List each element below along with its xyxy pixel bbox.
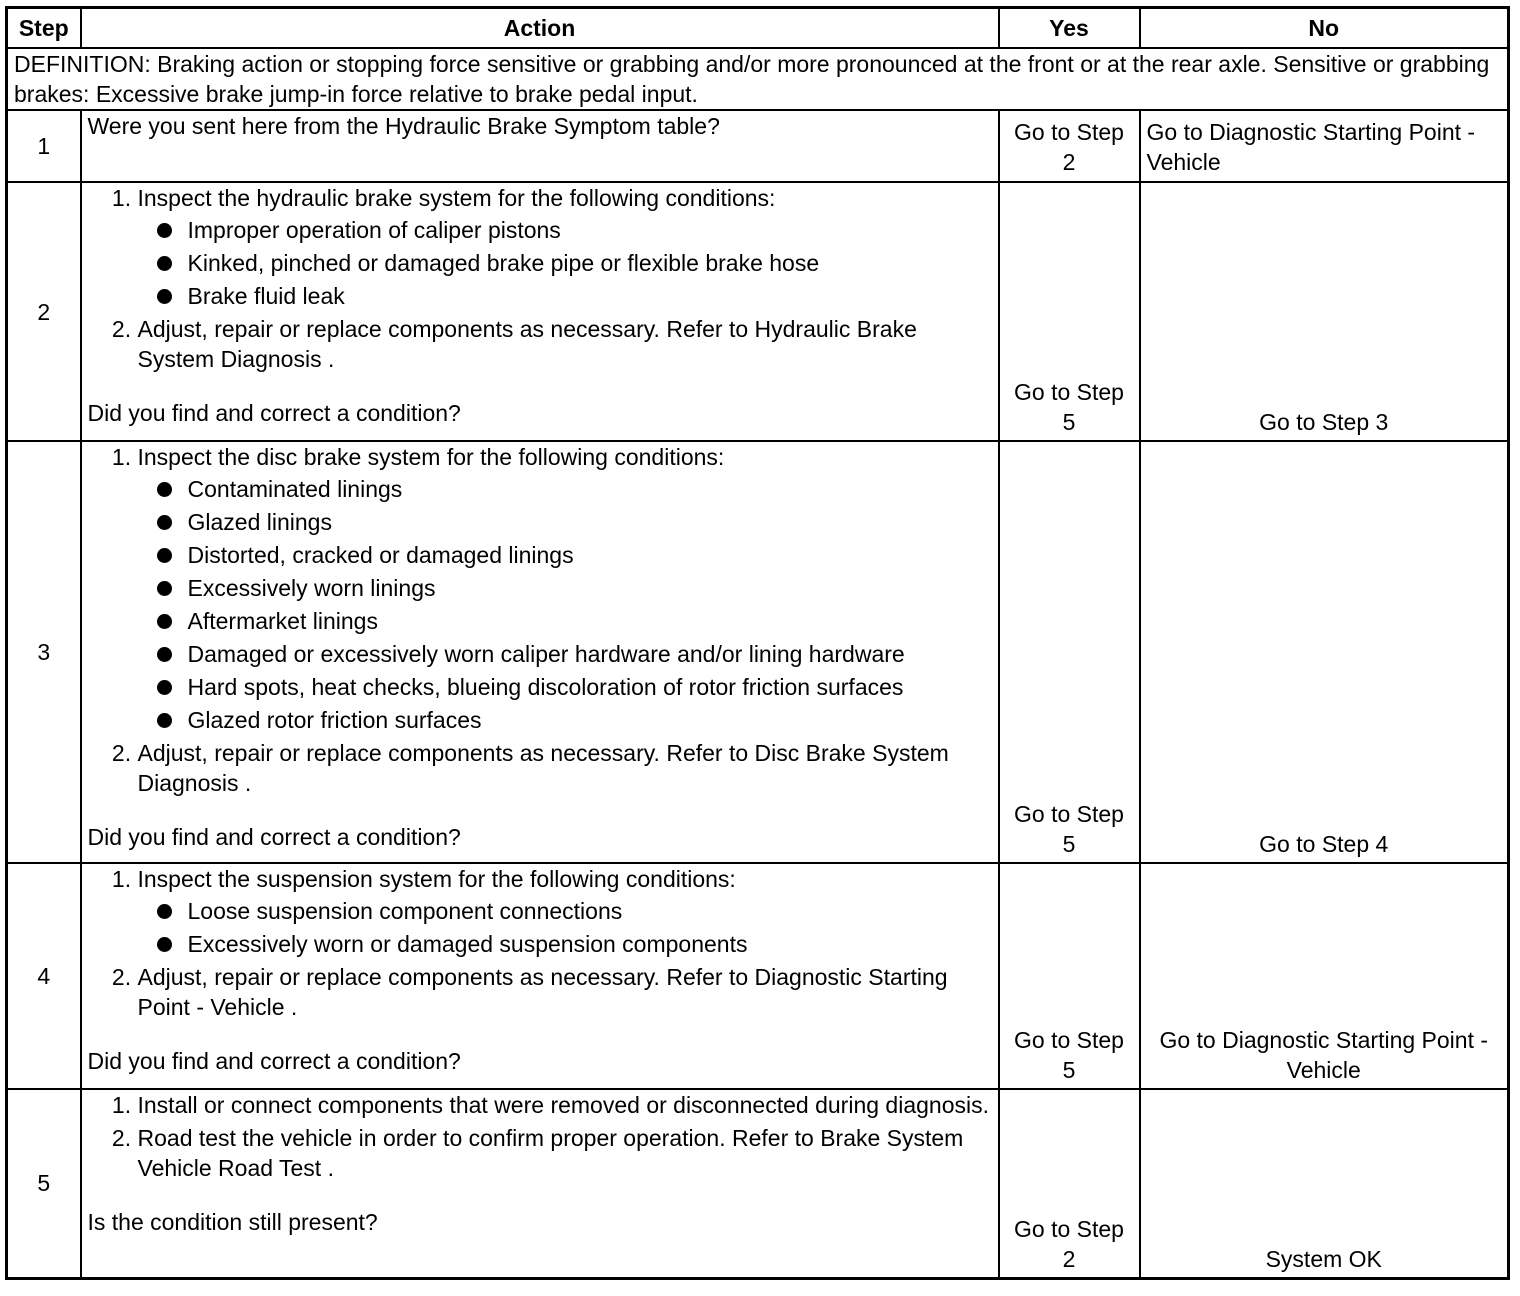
header-step: Step	[7, 8, 81, 49]
header-no: No	[1140, 8, 1509, 49]
list-item: Aftermarket linings	[188, 606, 992, 636]
condition-list	[138, 215, 992, 311]
table-row	[7, 110, 1509, 182]
list-item: Contaminated linings	[188, 474, 992, 504]
list-item: 2. Adjust, repair or replace components as necessary. Refer to Disc Brake System Diagnosis .	[138, 738, 992, 798]
step-number: 4	[7, 863, 81, 1089]
step-action	[81, 182, 999, 441]
header-row	[7, 8, 1509, 49]
table-row	[7, 441, 1509, 863]
no-result: Go to Step 4	[1140, 441, 1509, 863]
definition-text: DEFINITION: Braking action or stopping force sensitive or grabbing and/or more pronounced at the front or at the rear axle. Sensitive or grabbing brakes: Excessive brake jump-in force relative to brake pedal input.	[7, 48, 1509, 110]
yes-result: Go to Step 2	[999, 1089, 1140, 1278]
list-item: Improper operation of caliper pistons	[188, 215, 992, 245]
step-question: Is the condition still present?	[87, 1209, 378, 1235]
list-item: Damaged or excessively worn caliper hardware and/or lining hardware	[188, 639, 992, 669]
step-action	[81, 441, 999, 863]
condition-list	[138, 896, 992, 959]
yes-result: Go to Step 2	[999, 110, 1140, 182]
no-result: Go to Diagnostic Starting Point - Vehicle	[1140, 863, 1509, 1089]
no-result: System OK	[1140, 1089, 1509, 1278]
step-action	[81, 863, 999, 1089]
list-item: Excessively worn or damaged suspension components	[188, 929, 992, 959]
list-item: Hard spots, heat checks, blueing discoloration of rotor friction surfaces	[188, 672, 992, 702]
list-item: Glazed rotor friction surfaces	[188, 705, 992, 735]
step-number: 3	[7, 441, 81, 863]
step-question: Were you sent here from the Hydraulic Brake Symptom table?	[87, 113, 720, 139]
step-question: Did you find and correct a condition?	[87, 400, 461, 426]
step-action	[81, 1089, 999, 1278]
list-item: Brake fluid leak	[188, 281, 992, 311]
header-yes: Yes	[999, 8, 1140, 49]
list-item: Distorted, cracked or damaged linings	[188, 540, 992, 570]
diagnostic-table	[5, 6, 1510, 1280]
no-result: Go to Diagnostic Starting Point - Vehicle	[1140, 110, 1509, 182]
list-item: Glazed linings	[188, 507, 992, 537]
definition-row	[7, 48, 1509, 110]
list-item: Kinked, pinched or damaged brake pipe or flexible brake hose	[188, 248, 992, 278]
list-item: 1. Inspect the disc brake system for the following conditions: Contaminated linings Glazed linings Distorted, cracked or damaged linings Excessively worn linings Aftermarket linings Damaged or excessively worn caliper hardware and/or lining hardware Hard spots, heat checks, blueing discoloration of rotor friction surfaces Glazed rotor friction surfaces	[138, 442, 992, 735]
header-action: Action	[81, 8, 999, 49]
action-list	[88, 1090, 992, 1183]
list-item: 2. Adjust, repair or replace components as necessary. Refer to Diagnostic Starting Point - Vehicle .	[138, 962, 992, 1022]
action-list	[88, 442, 992, 798]
no-result: Go to Step 3	[1140, 182, 1509, 441]
list-item: 2. Adjust, repair or replace components as necessary. Refer to Hydraulic Brake System Diagnosis .	[138, 314, 992, 374]
list-item: 2. Road test the vehicle in order to confirm proper operation. Refer to Brake System Vehicle Road Test .	[138, 1123, 992, 1183]
yes-result: Go to Step 5	[999, 182, 1140, 441]
list-item: 1. Install or connect components that were removed or disconnected during diagnosis.	[138, 1090, 992, 1120]
action-list	[88, 183, 992, 374]
step-action	[81, 110, 999, 182]
step-question: Did you find and correct a condition?	[87, 824, 461, 850]
list-item: Loose suspension component connections	[188, 896, 992, 926]
step-question: Did you find and correct a condition?	[87, 1048, 461, 1074]
step-number: 2	[7, 182, 81, 441]
yes-result: Go to Step 5	[999, 441, 1140, 863]
list-item: Excessively worn linings	[188, 573, 992, 603]
diagnostic-table-container	[5, 6, 1510, 1280]
list-item: 1. Inspect the suspension system for the following conditions: Loose suspension component connections Excessively worn or damaged suspension components	[138, 864, 992, 959]
yes-result: Go to Step 5	[999, 863, 1140, 1089]
table-row	[7, 863, 1509, 1089]
table-row	[7, 1089, 1509, 1278]
condition-list	[138, 474, 992, 735]
step-number: 1	[7, 110, 81, 182]
table-row	[7, 182, 1509, 441]
action-list	[88, 864, 992, 1022]
list-item: 1. Inspect the hydraulic brake system for the following conditions: Improper operation of caliper pistons Kinked, pinched or damaged brake pipe or flexible brake hose Brake fluid leak	[138, 183, 992, 311]
step-number: 5	[7, 1089, 81, 1278]
